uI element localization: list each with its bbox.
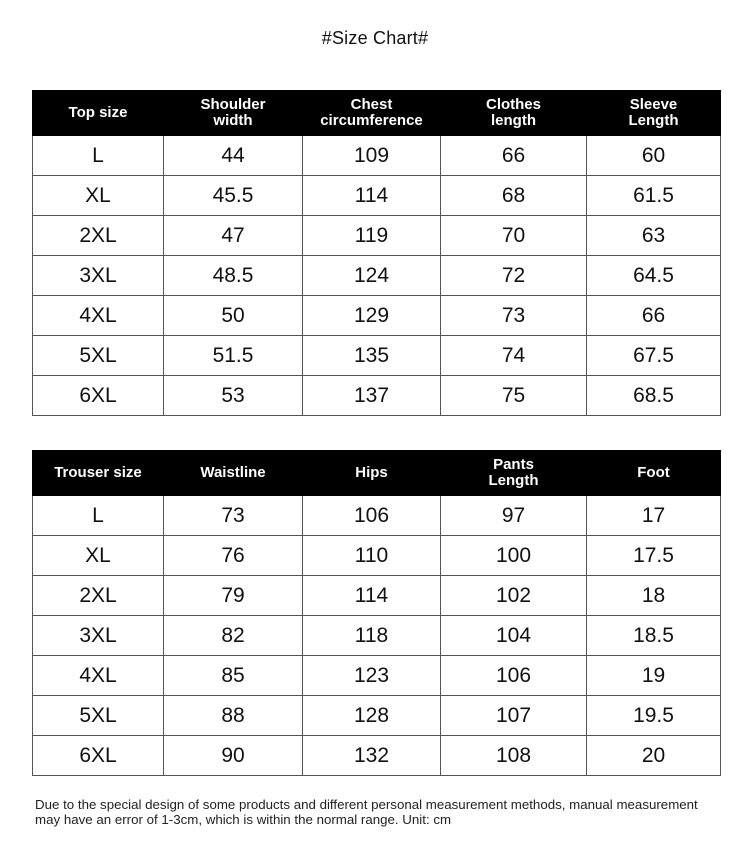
table-cell: 74 [441, 336, 587, 376]
trouser-size-table [32, 450, 721, 776]
table-cell: 47 [164, 216, 303, 256]
table-cell: 102 [441, 576, 587, 616]
table-cell: 66 [441, 136, 587, 176]
table-cell: 110 [303, 536, 441, 576]
table-cell: 19 [587, 656, 721, 696]
table-row [33, 616, 721, 656]
table-cell: 60 [587, 136, 721, 176]
table-cell: 85 [164, 656, 303, 696]
table-cell: 18.5 [587, 616, 721, 656]
table-cell: 2XL [33, 576, 164, 616]
table-row [33, 376, 721, 416]
table-cell: 97 [441, 496, 587, 536]
table-cell: 3XL [33, 256, 164, 296]
table-cell: 4XL [33, 296, 164, 336]
table-cell: 128 [303, 696, 441, 736]
table-cell: 64.5 [587, 256, 721, 296]
top-size-table [32, 90, 721, 416]
table-cell: 109 [303, 136, 441, 176]
table-cell: 73 [441, 296, 587, 336]
table-cell: 68.5 [587, 376, 721, 416]
table-cell: L [33, 496, 164, 536]
table-cell: 100 [441, 536, 587, 576]
table-cell: 88 [164, 696, 303, 736]
table-cell: 51.5 [164, 336, 303, 376]
table-row [33, 696, 721, 736]
table-cell: 18 [587, 576, 721, 616]
table-row [33, 496, 721, 536]
table-cell: 108 [441, 736, 587, 776]
table-row [33, 656, 721, 696]
table-cell: 4XL [33, 656, 164, 696]
page-title: #Size Chart# [321, 28, 429, 48]
table-cell: 68 [441, 176, 587, 216]
table-cell: 79 [164, 576, 303, 616]
table-cell: 82 [164, 616, 303, 656]
table-cell: 114 [303, 576, 441, 616]
table-row [33, 736, 721, 776]
header-cell: Top size [33, 91, 164, 136]
table-cell: 70 [441, 216, 587, 256]
table-cell: 5XL [33, 696, 164, 736]
table-cell: 129 [303, 296, 441, 336]
table-cell: 114 [303, 176, 441, 216]
table-cell: 104 [441, 616, 587, 656]
table-row [33, 216, 721, 256]
table-cell: 44 [164, 136, 303, 176]
table-cell: 53 [164, 376, 303, 416]
table-cell: 73 [164, 496, 303, 536]
table-cell: 66 [587, 296, 721, 336]
table-cell: 67.5 [587, 336, 721, 376]
table-cell: 17 [587, 496, 721, 536]
header-cell: Pants Length [441, 451, 587, 496]
table-cell: 132 [303, 736, 441, 776]
table-cell: 72 [441, 256, 587, 296]
table-cell: 106 [441, 656, 587, 696]
header-cell: Clothes length [441, 91, 587, 136]
table-cell: 2XL [33, 216, 164, 256]
table-row [33, 336, 721, 376]
measurement-note: Due to the special design of some products and different personal measurement methods, manual measurement may have an error of 1-3cm, which is within the normal range. Unit: cm [35, 797, 698, 827]
table-cell: 3XL [33, 616, 164, 656]
table-row [33, 296, 721, 336]
table-cell: 17.5 [587, 536, 721, 576]
table-cell: 6XL [33, 736, 164, 776]
table-header-row [33, 91, 721, 136]
header-cell: Trouser size [33, 451, 164, 496]
table-cell: 20 [587, 736, 721, 776]
table-cell: L [33, 136, 164, 176]
table-cell: 90 [164, 736, 303, 776]
table-row [33, 176, 721, 216]
table-cell: 124 [303, 256, 441, 296]
table-cell: 75 [441, 376, 587, 416]
table-cell: 137 [303, 376, 441, 416]
header-cell: Hips [303, 451, 441, 496]
table-cell: 135 [303, 336, 441, 376]
table-cell: 118 [303, 616, 441, 656]
table-row [33, 536, 721, 576]
table-cell: 48.5 [164, 256, 303, 296]
header-cell: Waistline [164, 451, 303, 496]
table-cell: 19.5 [587, 696, 721, 736]
table-cell: 106 [303, 496, 441, 536]
table-cell: XL [33, 176, 164, 216]
table-cell: 63 [587, 216, 721, 256]
header-cell: Shoulder width [164, 91, 303, 136]
table-cell: 119 [303, 216, 441, 256]
table-row [33, 256, 721, 296]
table-cell: 5XL [33, 336, 164, 376]
header-cell: Foot [587, 451, 721, 496]
table-cell: 61.5 [587, 176, 721, 216]
table-cell: 123 [303, 656, 441, 696]
header-cell: Sleeve Length [587, 91, 721, 136]
table-row [33, 576, 721, 616]
table-cell: 50 [164, 296, 303, 336]
table-row [33, 136, 721, 176]
table-cell: 45.5 [164, 176, 303, 216]
header-cell: Chest circumference [303, 91, 441, 136]
table-cell: XL [33, 536, 164, 576]
table-cell: 76 [164, 536, 303, 576]
table-header-row [33, 451, 721, 496]
table-cell: 107 [441, 696, 587, 736]
table-cell: 6XL [33, 376, 164, 416]
